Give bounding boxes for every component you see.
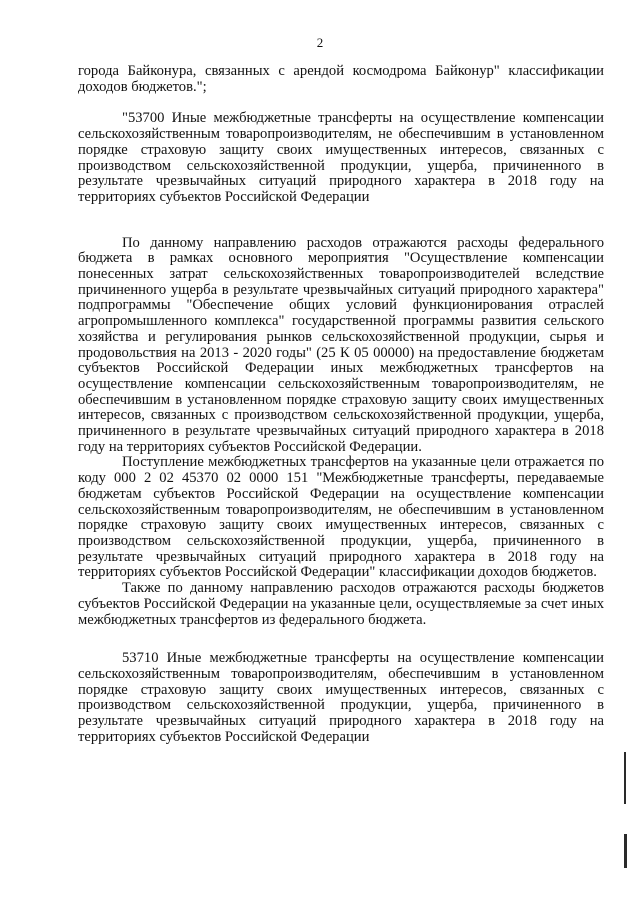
scan-edge-mark — [624, 834, 627, 868]
page-number: 2 — [316, 35, 324, 50]
paragraph-code-53700-heading: "53700 Иные межбюджетные трансферты на осуществление компенсации сельскохозяйственным товаропроизводителям, не обеспечившим в установленном порядке страховую защиту своих имущественных интересов, связанных с производством сельскохозяйственной продукции, ущерба, причиненного в результате чрезвычайных ситуаций природного характера в 2018 году на территориях субъектов Российской Федерации — [78, 110, 604, 205]
paragraph-code-53710-heading: 53710 Иные межбюджетные трансферты на осуществление компенсации сельскохозяйственным товаропроизводителям, обеспечившим в установленном порядке страховую защиту своих имущественных интересов, связанных с производством сельскохозяйственной продукции, ущерба, причиненного в результате чрезвычайных ситуаций природного характера в 2018 году на территориях субъектов Российской Федерации — [78, 650, 604, 745]
document-body — [78, 64, 604, 745]
scan-edge-mark — [624, 752, 626, 804]
paragraph-revenue-code: Поступление межбюджетных трансфертов на указанные цели отражается по коду 000 2 02 45370 02 0000 151 "Межбюджетные трансферты, передаваемые бюджетам субъектов Российской Федерации на осуществление компенсации сельскохозяйственным товаропроизводителям, не обеспечившим в установленном порядке страховую защиту своих имущественных интересов, связанных с производством сельскохозяйственной продукции, ущерба, причиненного в результате чрезвычайных ситуаций природного характера в 2018 году на территориях субъектов Российской Федерации" классификации доходов бюджетов. — [78, 454, 604, 581]
paragraph-regional-budgets: Также по данному направлению расходов отражаются расходы бюджетов субъектов Российской Федерации на указанные цели, осуществляемые за счет иных межбюджетных трансфертов из федерального бюджета. — [78, 580, 604, 628]
paragraph-continuation: города Байконура, связанных с арендой космодрома Байконур" классификации доходов бюджетов."; — [78, 63, 604, 95]
paragraph-expenditure-description: По данному направлению расходов отражаются расходы федерального бюджета в рамках основного мероприятия "Осуществление компенсации понесенных затрат сельскохозяйственных товаропроизводителей вследствие причиненного ущерба в результате чрезвычайных ситуаций природного характера" подпрограммы "Обеспечение общих условий функционирования отраслей агропромышленного комплекса" государственной программы развития сельского хозяйства и регулирования рынков сельскохозяйственной продукции, сырья и продовольствия на 2013 - 2020 годы" (25 К 05 00000) на предоставление бюджетам субъектов Российской Федерации иных межбюджетных трансфертов на осуществление компенсации сельскохозяйственным товаропроизводителям, не обеспечившим в установленном порядке страховую защиту своих имущественных интересов, связанных с производством сельскохозяйственной продукции, ущерба, причиненного в результате чрезвычайных ситуаций природного характера в 2018 году на территориях субъектов Российской Федерации. — [78, 234, 604, 455]
